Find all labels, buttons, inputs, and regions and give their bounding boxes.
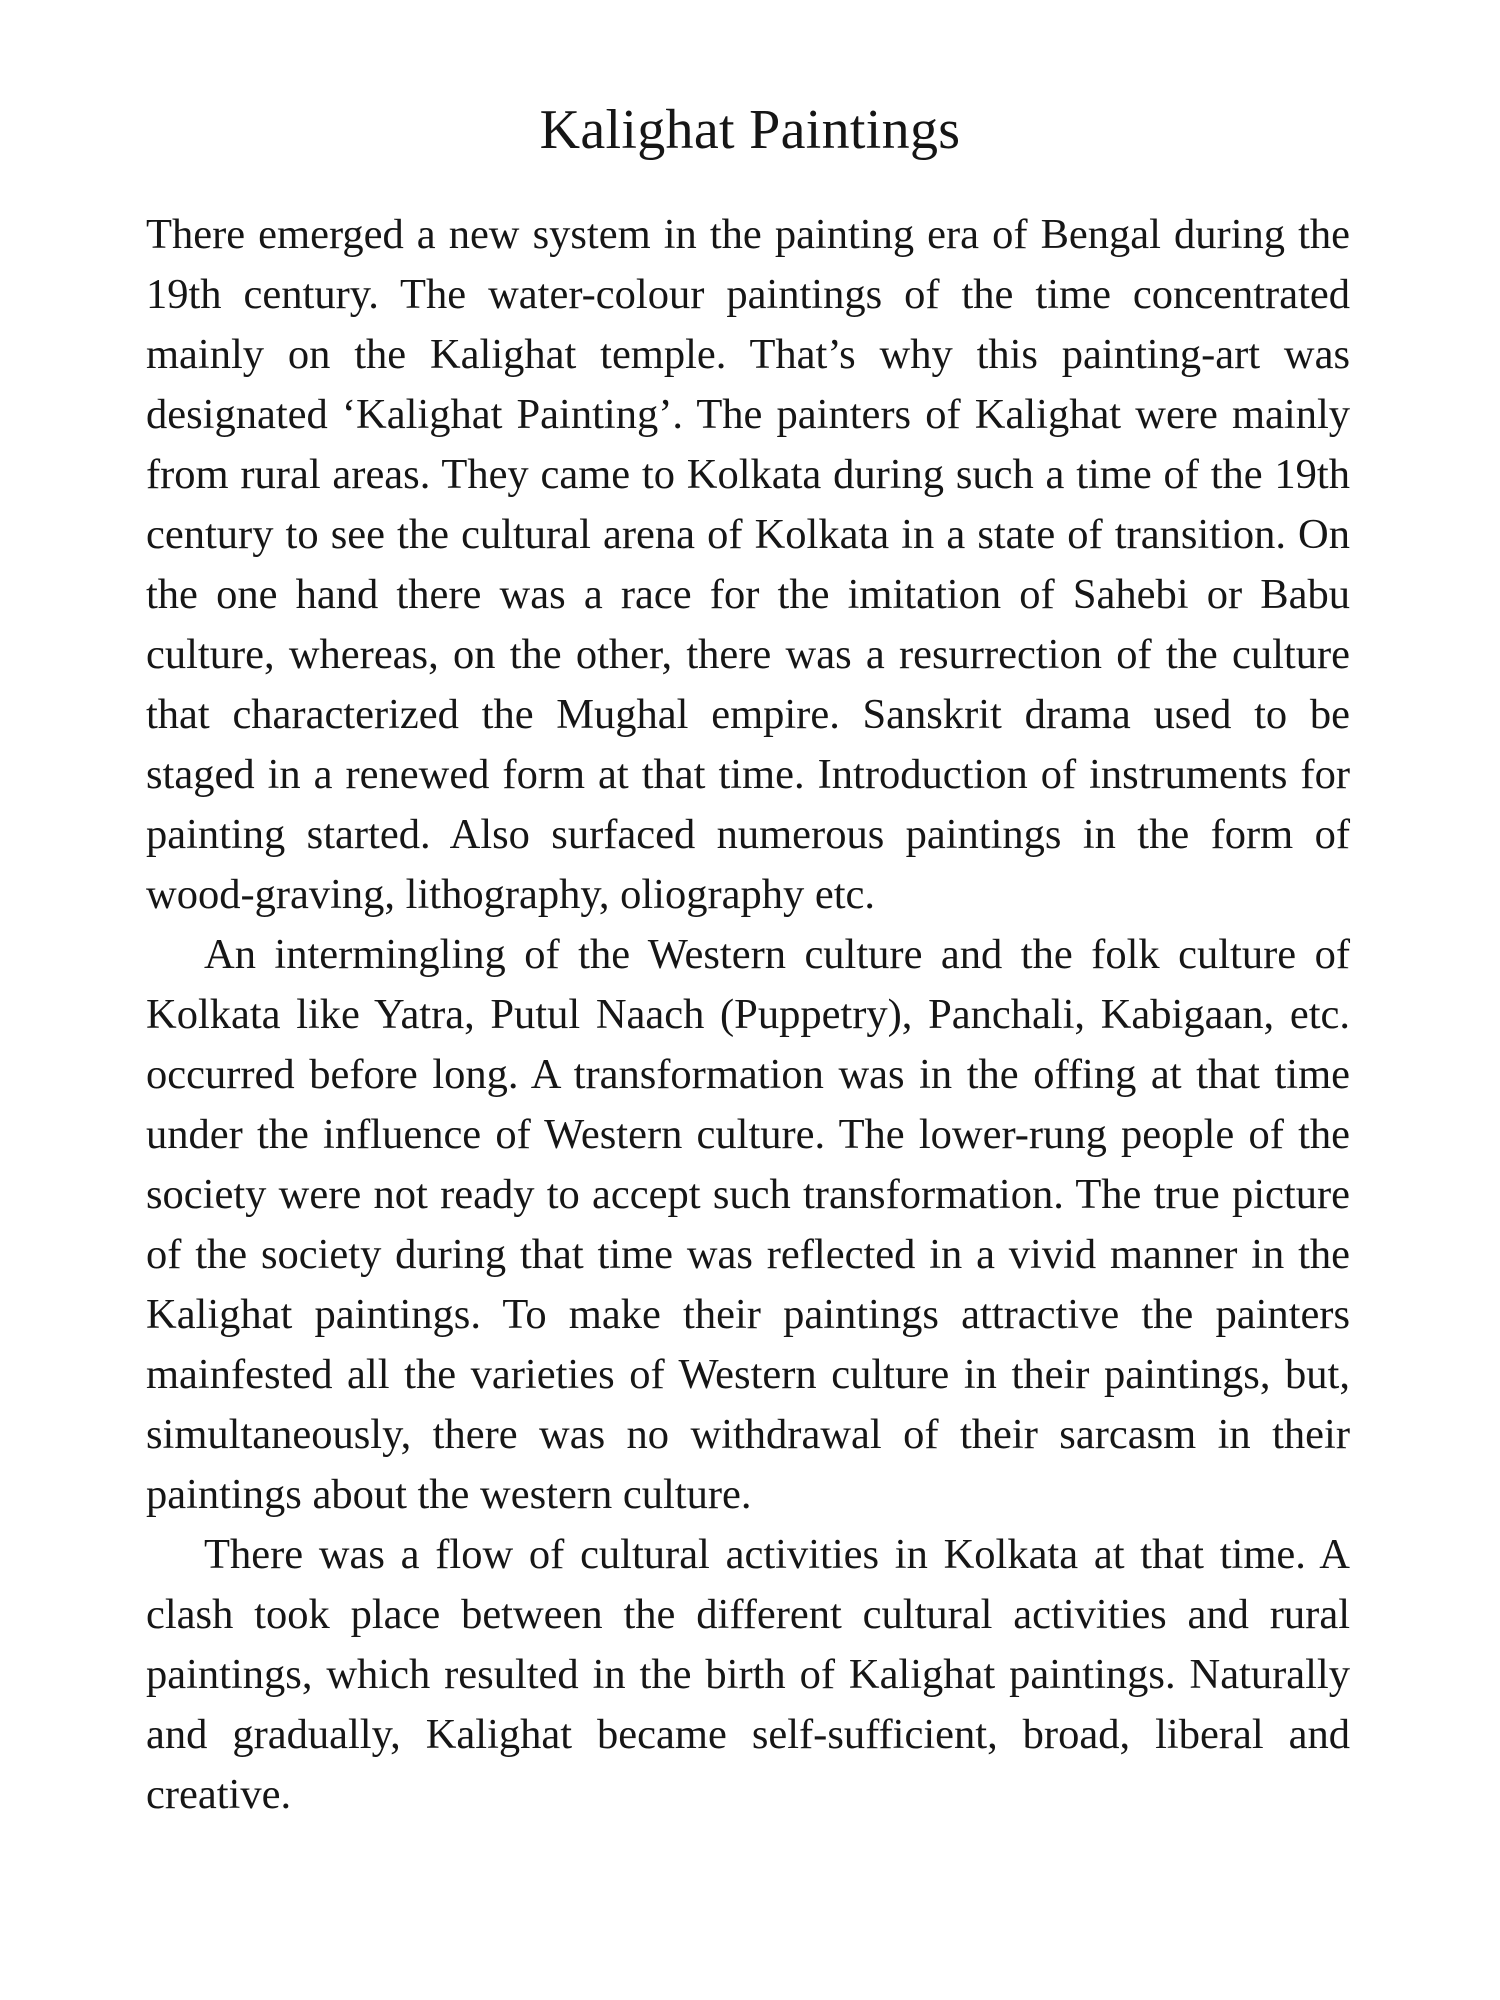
body-text bbox=[146, 205, 1350, 1825]
paragraph-2: An intermingling of the Western culture and the folk culture of Kolkata like Yatra, Putul Naach (Puppetry), Panchali, Kabigaan, etc. occurred before long. A transformation was in the offing at that time under the influence of Western culture. The lower-rung people of the society were not ready to accept such transformation. The true picture of the society during that time was reflected in a vivid manner in the Kalighat paintings. To make their paintings attractive the painters mainfested all the varieties of Western culture in their paintings, but, simultaneously, there was no withdrawal of their sarcasm in their paintings about the western culture. bbox=[146, 931, 1350, 1518]
page-title: Kalighat Paintings bbox=[539, 99, 961, 161]
paragraph-1: There emerged a new system in the painting era of Bengal during the 19th century. The water-colour paintings of the time concentrated mainly on the Kalighat temple. That’s why this painting-art was designated ‘Kalighat Painting’. The painters of Kalighat were mainly from rural areas. They came to Kolkata during such a time of the 19th century to see the cultural arena of Kolkata in a state of transition. On the one hand there was a race for the imitation of Sahebi or Babu culture, whereas, on the other, there was a resurrection of the culture that characterized the Mughal empire. Sanskrit drama used to be staged in a renewed form at that time. Introduction of instruments for painting started. Also surfaced numerous paintings in the form of wood-graving, lithography, oliography etc. bbox=[146, 211, 1350, 918]
paragraph-3: There was a flow of cultural activities in Kolkata at that time. A clash took place between the different cultural activities and rural paintings, which resulted in the birth of Kalighat paintings. Naturally and gradually, Kalighat became self-sufficient, broad, liberal and creative. bbox=[146, 1531, 1350, 1818]
